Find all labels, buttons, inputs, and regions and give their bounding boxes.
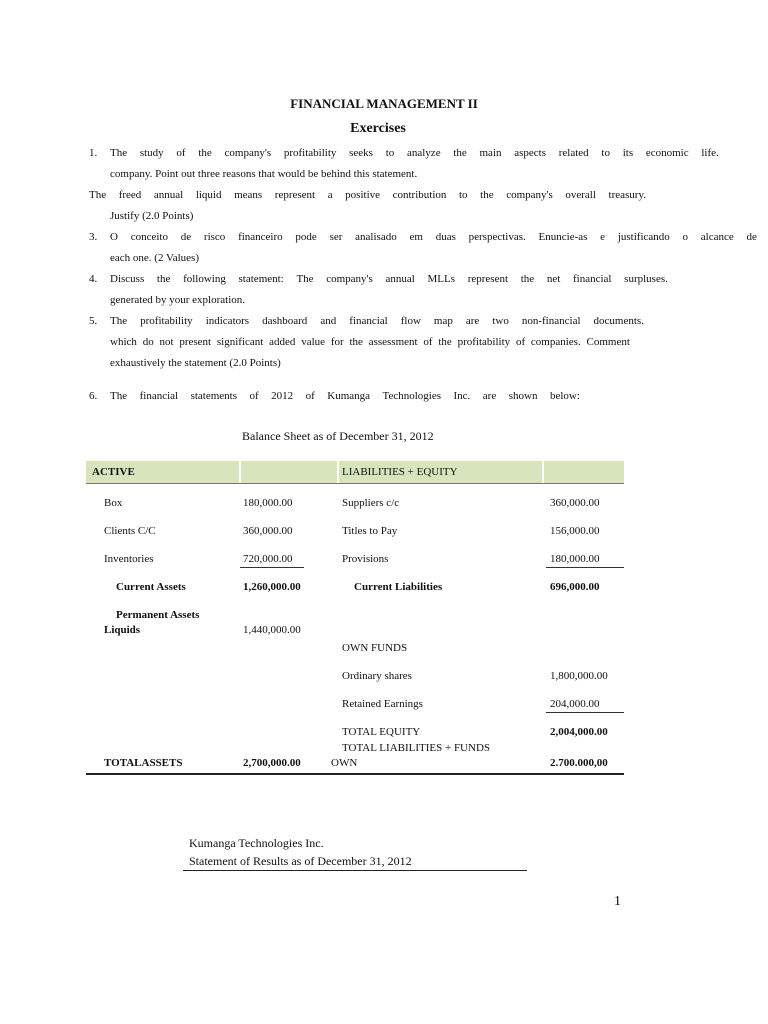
word: Kumanga (327, 390, 371, 402)
word: Comment (586, 336, 630, 348)
row-label: TOTAL LIABILITIES + FUNDS (342, 742, 491, 754)
word: following (183, 273, 226, 285)
word: value (301, 336, 326, 348)
row-value: 1,440,000.00 (243, 624, 301, 636)
word: duas (435, 231, 456, 243)
row-value: 2,700,000.00 (243, 757, 301, 769)
word: of (305, 390, 315, 402)
page-title: FINANCIAL MANAGEMENT II (290, 96, 478, 111)
item-number: 6. (89, 390, 98, 402)
row-value: 2,004,000.00 (550, 726, 608, 738)
word: liquid (195, 189, 222, 201)
item-text-continued: generated by your exploration. (110, 294, 246, 306)
word: company's (326, 273, 373, 285)
word: The (110, 147, 128, 159)
item-text-continued: exhaustively the statement (2.0 Points) (110, 357, 281, 369)
word: its (622, 147, 634, 159)
row-value: 696,000.00 (550, 581, 600, 593)
word: economic (645, 147, 689, 159)
word: and (320, 315, 337, 327)
word: risco (203, 231, 226, 243)
row-value: 2.700.000,00 (550, 757, 608, 769)
row-label: Suppliers c/c (342, 497, 400, 509)
word: main (479, 147, 502, 159)
word: positive (345, 189, 381, 201)
row-value: 360,000.00 (550, 497, 600, 509)
word: are (465, 315, 480, 327)
item-number: 3. (89, 231, 98, 243)
word: em (409, 231, 423, 243)
word: Inc. (453, 390, 471, 402)
balance-sheet-caption: Balance Sheet as of December 31, 2012 (242, 429, 434, 443)
item-text (110, 231, 757, 243)
word: The (296, 273, 314, 285)
word: 2012 (271, 390, 294, 402)
word: the (198, 147, 212, 159)
row-label: TOTAL EQUITY (342, 726, 421, 738)
word: are (482, 390, 497, 402)
word: related (558, 147, 589, 159)
item-number: 5. (89, 315, 98, 327)
row-label: TOTALASSETS (104, 757, 183, 769)
word: flow (400, 315, 421, 327)
word: not (159, 336, 174, 348)
word: The (89, 189, 107, 201)
word: represent (467, 273, 509, 285)
results-caption: Statement of Results as of December 31, 2012 (189, 854, 412, 868)
word: study (139, 147, 164, 159)
item-text-continued: each one. (2 Values) (110, 252, 199, 264)
word: profitability (457, 336, 511, 348)
row-label: Inventories (104, 553, 154, 565)
word: present (179, 336, 212, 348)
word: indicators (205, 315, 250, 327)
item-number: 4. (89, 273, 98, 285)
word: statements (190, 390, 237, 402)
word: the (156, 273, 171, 285)
row-value: 180,000.00 (550, 553, 600, 565)
word: below: (549, 390, 580, 402)
word: assessment (368, 336, 418, 348)
word: Discuss (110, 273, 145, 285)
word: net (546, 273, 561, 285)
word: profitability (283, 147, 337, 159)
row-label: Ordinary shares (342, 670, 412, 682)
row-label-continued: OWN (331, 757, 358, 769)
word: which (110, 336, 137, 348)
header-active: ACTIVE (92, 466, 135, 478)
word: of (176, 147, 186, 159)
word: alcance (700, 231, 734, 243)
word: analyze (406, 147, 441, 159)
word: profitability (140, 315, 193, 327)
word: for (330, 336, 344, 348)
page-subtitle: Exercises (350, 121, 406, 136)
row-label: Current Assets (116, 581, 186, 593)
item-text (110, 147, 719, 159)
word: The (110, 390, 128, 402)
word: perspectivas. (468, 231, 526, 243)
item-text-continued: company. Point out three reasons that would be behind this statement. (110, 168, 418, 180)
row-label: Retained Earnings (342, 698, 423, 710)
row-label: Current Liabilities (354, 581, 443, 593)
word: treasury. (608, 189, 646, 201)
results-company: Kumanga Technologies Inc. (189, 836, 324, 850)
item-text (110, 315, 644, 327)
word: financial (349, 315, 388, 327)
word: two (492, 315, 509, 327)
word: of (249, 390, 259, 402)
word: do (142, 336, 154, 348)
word: o (682, 231, 689, 243)
word: annual (385, 273, 415, 285)
word: statement: (238, 273, 284, 285)
word: documents. (593, 315, 644, 327)
row-label: Titles to Pay (342, 525, 398, 537)
word: of (423, 336, 433, 348)
word: added (269, 336, 296, 348)
row-label: Clients C/C (104, 525, 156, 537)
item-text (110, 390, 580, 402)
word: contribution (392, 189, 447, 201)
word: map (433, 315, 453, 327)
word: means (234, 189, 263, 201)
row-value: 180,000.00 (243, 497, 293, 509)
word: financial (139, 390, 179, 402)
word: aspects (514, 147, 546, 159)
word: The (110, 315, 128, 327)
word: a (327, 189, 333, 201)
word: financial (573, 273, 612, 285)
word: conceito (130, 231, 168, 243)
row-value: 1,260,000.00 (243, 581, 301, 593)
word: ser (329, 231, 343, 243)
row-value: 204,000.00 (550, 698, 600, 710)
word: Enuncie-as (538, 231, 588, 243)
row-value: 360,000.00 (243, 525, 293, 537)
word: to (601, 147, 610, 159)
word: life. (701, 147, 719, 159)
item-number: 1. (89, 147, 98, 159)
word: to (385, 147, 395, 159)
word: pode (295, 231, 317, 243)
word: company's (506, 189, 553, 201)
row-label: Box (104, 497, 123, 509)
word: the (453, 147, 467, 159)
word: seeks (349, 147, 373, 159)
word: to (458, 189, 468, 201)
word: O (110, 231, 118, 243)
word: annual (153, 189, 184, 201)
word: justificando (617, 231, 670, 243)
row-value: 720,000.00 (243, 553, 293, 565)
word: surpluses. (624, 273, 668, 285)
word: de (746, 231, 757, 243)
item-text (89, 189, 646, 201)
word: significant (216, 336, 264, 348)
word: freed (118, 189, 142, 201)
row-value: 156,000.00 (550, 525, 600, 537)
item-text-continued: Justify (2.0 Points) (110, 210, 194, 222)
word: non-financial (521, 315, 581, 327)
word: dashboard (262, 315, 308, 327)
row-value: 1,800,000.00 (550, 670, 608, 682)
own-funds-label: OWN FUNDS (342, 642, 408, 654)
word: the (480, 189, 494, 201)
header-liabilities-equity: LIABILITIES + EQUITY (342, 466, 458, 478)
word: overall (565, 189, 596, 201)
row-label-continued: Liquids (104, 624, 141, 636)
row-label: Provisions (342, 553, 389, 565)
word: de (180, 231, 192, 243)
word: the (349, 336, 363, 348)
word: the (520, 273, 535, 285)
word: the (438, 336, 452, 348)
row-label: Permanent Assets (116, 609, 200, 621)
word: of (515, 336, 526, 348)
word: MLLs (427, 273, 456, 285)
page-number: 1 (614, 894, 621, 909)
item-text (110, 273, 668, 285)
item-text-continued (110, 336, 630, 348)
word: company's (224, 147, 272, 159)
word: e (600, 231, 606, 243)
word: financeiro (238, 231, 283, 243)
word: companies. (530, 336, 581, 348)
word: shown (508, 390, 538, 402)
word: Technologies (382, 390, 442, 402)
word: analisado (355, 231, 397, 243)
word: represent (274, 189, 316, 201)
